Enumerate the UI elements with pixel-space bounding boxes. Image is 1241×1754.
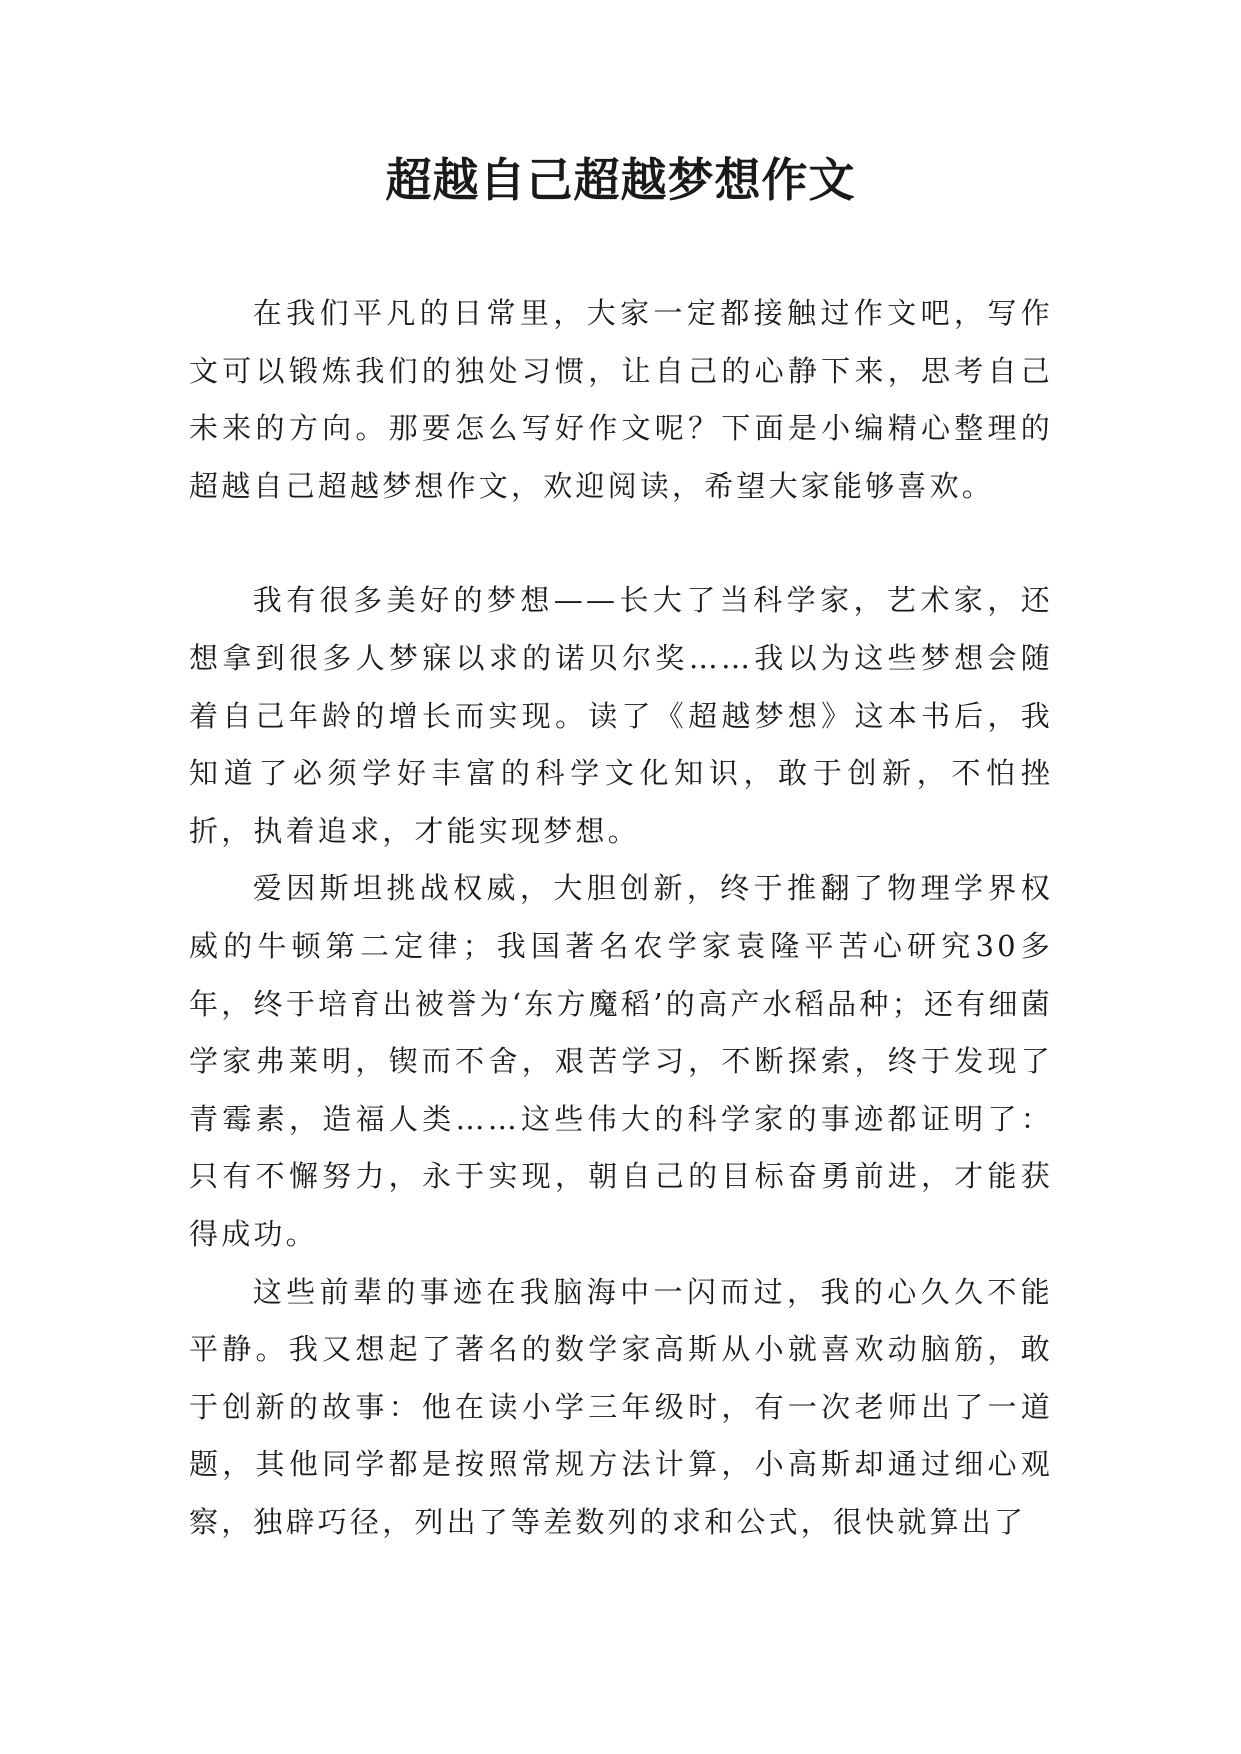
body-paragraph-gauss: 这些前辈的事迹在我脑海中一闪而过，我的心久久不能平静。我又想起了著名的数学家高斯从小就喜欢动脑筋，敢于创新的故事：他在读小学三年级时，有一次老师出了一道题，其他同学都是按照常规方法计算，小高斯却通过细心观察，独辟巧径，列出了等差数列的求和公式，很快就算出了 bbox=[189, 1274, 1053, 1539]
body-paragraph-scientists: 爱因斯坦挑战权威，大胆创新，终于推翻了物理学界权威的牛顿第二定律；我国著名农学家袁隆平苦心研究30多年，终于培育出被誉为‘东方魔稻’的高产水稻品种；还有细菌学家弗莱明，锲而不舍，艰苦学习，不断探索，终于发现了青霉素，造福人类……这些伟大的科学家的事迹都证明了：只有不懈努力，永于实现，朝自己的目标奋勇前进，才能获得成功。 bbox=[189, 871, 1053, 1251]
intro-paragraph: 在我们平凡的日常里，大家一定都接触过作文吧，写作文可以锻炼我们的独处习惯，让自己的心静下来，思考自己未来的方向。那要怎么写好作文呢？下面是小编精心整理的超越自己超越梦想作文，欢迎阅读，希望大家能够喜欢。 bbox=[189, 296, 1053, 503]
body-paragraph-dreams: 我有很多美好的梦想——长大了当科学家，艺术家，还想拿到很多人梦寐以求的诺贝尔奖……我以为这些梦想会随着自己年龄的增长而实现。读了《超越梦想》这本书后，我知道了必须学好丰富的科学文化知识，敢于创新，不怕挫折，执着追求，才能实现梦想。 bbox=[189, 583, 1053, 848]
document-body bbox=[189, 285, 1053, 1551]
document-title: 超越自己超越梦想作文 bbox=[385, 153, 856, 207]
